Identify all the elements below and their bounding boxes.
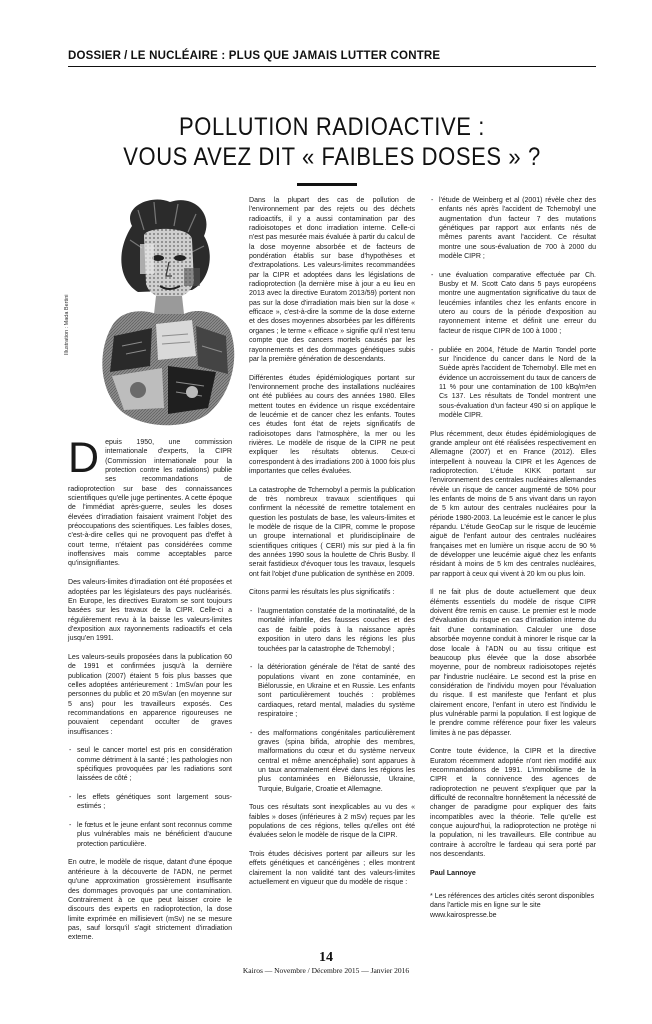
- title-rule: [297, 183, 357, 186]
- list-item: - l'étude de Weinberg et al (2001) révèle chez des enfants nés après l'accident de Tchernobyl une augmentation d'un facteur 7 des mutations génétiques par rapport aux enfants nés de mêmes parents avant l'accident. Ce résultat montre une sous-évaluation de 700 à 2000 du modèle CIPR ;: [430, 196, 596, 261]
- paragraph: Contre toute évidence, la CIPR et la directive Euratom récemment adoptée n'ont rien modifié aux recommandations de 1991. L'immobilisme de la CIPR et la connivence des agences de radioprotection ne peuvent s'expliquer que par la difficulté de reconnaître honnêtement la nécessité de changer de paradigme pour expliquer des faits incompatibles avec la théorie. Telle qu'elle est conçue aujourd'hui, la radioprotection ne protège ni la population, ni les travailleurs. Elle contribue au contraire à accroître le fardeau qui sera porté par nos descendants.: [430, 748, 596, 859]
- paragraph: Plus récemment, deux études épidémiologiques de grande ampleur ont été réalisées respectivement en Allemagne (2007) et en France (2012). Elles interpellent à nouveau la CIPR et les Agences de radioprotection. L'étude KIKK portant sur l'environnement des centrales nucléaires allemandes révèle un risque de cancer augmenté de 50% pour les enfants de moins de 5 ans vivant dans un rayon de 5 km autour des centrales nucléaires pour la période 1980-2003. La leucémie est le cancer le plus répandu. L'étude GeoCap sur le risque de leucémie aiguë de l'enfant autour des centrales nucléaires françaises met en lumière un risque accru de 90 % de développer une leucémie aiguë chez les enfants résidant à moins de 5 km des centrales nucléaires, par rapport à ceux qui vivent à 20 km ou plus loin.: [430, 430, 596, 578]
- header-dossier: DOSSIER: [68, 50, 122, 62]
- page-number: 14: [319, 950, 333, 965]
- paragraph: [68, 434, 232, 569]
- header-rule: [68, 66, 596, 67]
- title-line-2: VOUS AVEZ DIT « FAIBLES DOSES » ?: [123, 141, 541, 171]
- paragraph: La catastrophe de Tchernobyl a permis la publication de très nombreux travaux scientifiques qui confirment la nécessité de remettre totalement en question les postulats de base, les valeurs-limites et le modèle de risque de la CIPR, comme le propose un groupe international et pluridisciplinaire de scientifiques critiques ( CERI) mis sur pied à la fin des années 1990 sous la houlette de Chris Busby. Il serait fastidieux d'évoquer tous les travaux, lesquels ont fait l'objet d'une publication de synthèse en 2009.: [249, 486, 415, 578]
- list-item: - des malformations congénitales particulièrement graves (spina bifida, atrophie des membres, malformations du cœur et du système nerveux central et même anencéphalie) sont apparues à un taux anormalement élevé dans les régions les plus contaminées en Biélorussie, Ukraine, Turquie, Bulgarie, Croatie et Allemagne.: [249, 729, 415, 794]
- column-3: [430, 196, 596, 929]
- bullet-list: [430, 196, 596, 420]
- author-signature: Paul Lannoye: [430, 869, 476, 877]
- list-item: - seul le cancer mortel est pris en considération comme détriment à la santé ; les pathologies non spécifiques provoquées par les radiations sont laissées de côté ;: [68, 746, 232, 783]
- paragraph: Des valeurs-limites d'irradiation ont été proposées et adoptées par les législateurs des pays nucléarisés. En Europe, les directives Euratom se sont toujours basées sur les travaux de la CIPR. Celle-ci a régulièrement revu à la baisse les valeurs-limites d'exposition aux rayonnements radioactifs et cela jusqu'en 1991.: [68, 579, 232, 643]
- header-slash: /: [124, 50, 128, 62]
- list-item: - la détérioration générale de l'état de santé des populations vivant en zone contaminée, en Biélorussie, en Ukraine et en Russie. Les enfants sont particulièrement touchés : problèmes cardiaques, retard mental, maladies du système respiratoire ;: [249, 663, 415, 719]
- list-item: - publiée en 2004, l'étude de Martin Tondel porte sur l'incidence du cancer dans le Nord de la Suède après l'accident de Tchernobyl. Elle met en évidence un accroissement du taux de cancers de 11 % pour une contamination de 100 kBq/m²en Cs 137. Les résultats de Tondel montrent une sous-évaluation d'un facteur 490 si on applique le modèle CIPR.: [430, 346, 596, 421]
- illustration-credit: Illustration : Mada Bertini: [64, 294, 70, 355]
- list-item: - une évaluation comparative effectuée par Ch. Busby et M. Scott Cato dans 5 pays européens montre une augmentation significative du taux de leucémies infantiles chez les enfants encore in utero au cours de la période d'exposition au rayonnement interne et définit une erreur du facteur de risque CIPR de 100 à 1000 ;: [430, 271, 596, 336]
- issue-line: Kairos — Novembre / Décembre 2015 — Janvier 2016: [242, 966, 410, 975]
- column-1: [68, 434, 232, 952]
- dropcap: D: [68, 434, 100, 482]
- list-item: - l'augmentation constatée de la mortinatalité, de la mortalité infantile, des fausses couches et des cas de faible poids à la naissance après exposition in utero dans les régions les plus touchées par la catastrophe de Tchernobyl ;: [249, 607, 415, 654]
- paragraph: Différentes études épidémiologiques portant sur l'environnement proche des installations nucléaires ont été publiées au cours des années 1980. Elles mettent toutes en évidence un risque excédentaire de leucémie et de cancer chez les enfants. Toutes ces études font état de rejets significatifs de radioisotopes dans l'atmosphère, la mer ou les rivières. Le modèle de risque de la CIPR ne peut expliquer les résultats obtenus. Ceux-ci correspondent à des irradiations 200 à 1000 fois plus importantes que celles évaluées.: [249, 374, 415, 475]
- paragraph: Les valeurs-seuils proposées dans la publication 60 de 1991 et confirmées jusqu'à la dernière publication (2007) étaient 5 fois plus basses que celles adoptées antérieurement : 1mSv/an pour les personnes du public et 20 mSv/an (en moyenne sur 5 ans) pour les travailleurs exposés. Ces recommandations en apparence rigoureuses ne pouvaient cependant occulter de graves insuffisances :: [68, 653, 232, 736]
- paragraph-text: epuis 1950, une commission internationale d'experts, la CIPR (Commission internationale pour la protection contre les radiations) publie ses recommandations de radioprotection sur base des connaissances scientifiques qu'elle juge pertinentes. A cette époque de l'immédiat après-guerre, seules les doses élevées d'irradiation faisaient vraiment l'objet des préoccupations des scientifiques. Les faibles doses, c'est-à-dire celles qui ne provoquent pas d'effet à court terme, n'étaient pas considérées comme inoffensives mais comme acceptables parce qu'insignifiantes.: [68, 439, 232, 568]
- paragraph: En outre, le modèle de risque, datant d'une époque antérieure à la découverte de l'ADN, ne permet qu'une approximation grossièrement insuffisante des dommages provoqués par une contamination. Contrairement à ce que peut laisser croire le discours des experts en radioprotection, la dose limite exprimée en millisievert (mSv) ne se mesure pas, sauf lorsqu'il s'agit strictement d'irradiation externe.: [68, 859, 232, 942]
- paragraph: Citons parmi les résultats les plus significatifs :: [249, 589, 395, 597]
- paragraph: Tous ces résultats sont inexplicables au vu des « faibles » doses (inférieures à 2 mSv) reçues par les populations de ces régions, telles qu'elles ont été évaluées selon le modèle de risque de la CIPR.: [249, 804, 415, 840]
- paragraph: Trois études décisives portent par ailleurs sur les effets génétiques et cancérigènes ; elles montrent clairement la non validité tant des valeurs-limites actuellement en vigueur que du modèle de risque :: [249, 851, 415, 887]
- list-item: - les effets génétiques sont largement sous-estimés ;: [68, 793, 232, 812]
- paragraph: Dans la plupart des cas de pollution de l'environnement par des rejets ou des déchets radioactifs, il y a aussi contamination par des radioisotopes et donc irradiation interne. Celle-ci n'est pas mesurée mais évaluée à partir du calcul de la dose moyenne absorbée et de facteurs de pondération établis sur base d'hypothèses et d'extrapolations. Les valeurs-limites recommandées par la CIPR et adoptées dans les législations de radioprotection (la dernière mise à jour a eu lieu en 2013 avec la directive Euratom 2013/59) portent non pas sur la dose d'irradiation mais bien sur la dose « efficace », c'est-à-dire la somme de la dose externe et des doses moyennes absorbées par les différents organes ; le terme « efficace » signifie qu'il n'est tenu compte que des cancers mortels causés par les rayonnements et des dommages génétiques subis par la première génération de descendants.: [249, 197, 415, 363]
- title-line-1: POLLUTION RADIOACTIVE :: [179, 112, 485, 141]
- collage-portrait-illustration: [92, 196, 235, 432]
- list-item: - le fœtus et le jeune enfant sont reconnus comme plus vulnérables mais ne bénéficient d'aucune protection particulière.: [68, 821, 232, 849]
- bullet-list: [68, 746, 232, 849]
- article-title: [68, 112, 596, 172]
- paragraph: Il ne fait plus de doute actuellement que deux éléments essentiels du modèle de risque CIPR doivent être remis en cause. Le premier est le mode d'évaluation du risque en cas d'irradiation interne du fait d'une contamination. Calculer une dose absorbée moyenne conduit à minorer le risque car la dose locale à l'ADN ou au tissu critique est beaucoup plus élevée que la dose absorbée moyenne, pour de nombreux radioisotopes rejetés par l'industrie nucléaire. Le second est la prise en considération de l'individu moyen pour l'évaluation du risque. Il est manifeste que l'enfant et plus clairement encore, l'enfant in utero est l'individu le plus vulnérable parmi la population. Il est logique de le prendre comme référence pour fixer les valeurs limites à ne pas dépasser.: [430, 589, 596, 737]
- header-topic: LE NUCLÉAIRE : PLUS QUE JAMAIS LUTTER CONTRE: [130, 50, 441, 62]
- column-2: [249, 196, 415, 897]
- section-header: [68, 50, 592, 62]
- bullet-list: [249, 607, 415, 794]
- footnote: * Les références des articles cités seront disponibles dans l'article mis en ligne sur le site www.kairospresse.be: [430, 893, 595, 919]
